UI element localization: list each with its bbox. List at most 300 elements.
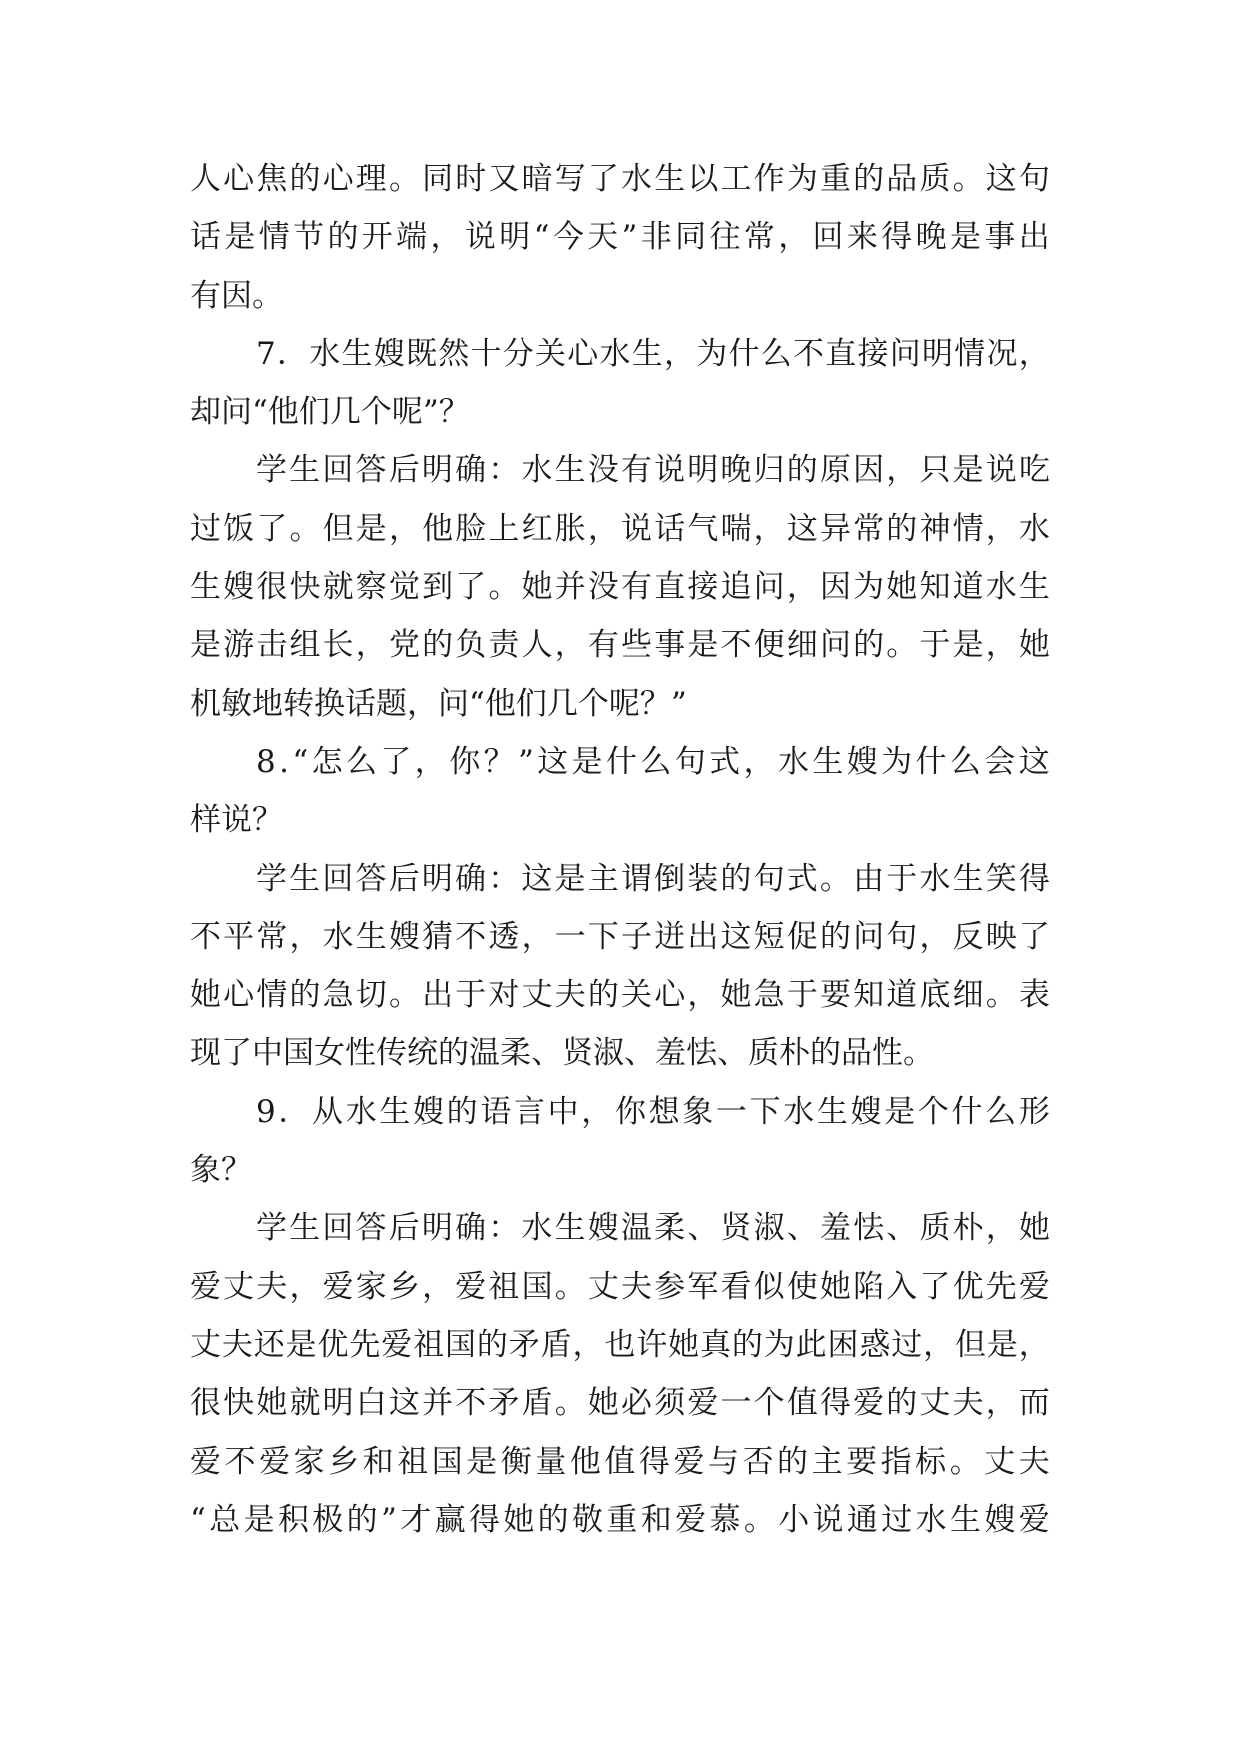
text-char: . xyxy=(279,743,289,780)
text-char: 使 xyxy=(786,1268,818,1305)
text-char: 开 xyxy=(361,219,393,256)
text-char: 察 xyxy=(355,569,387,606)
text-char: 夫 xyxy=(1018,1443,1050,1480)
text-line xyxy=(190,616,1050,674)
text-char: 温 xyxy=(620,1210,652,1247)
text-char: 击 xyxy=(256,627,288,664)
text-char: 的 xyxy=(346,1501,378,1538)
text-char: 既 xyxy=(405,335,437,372)
text-char: 她 xyxy=(190,977,221,1014)
text-char: 说 xyxy=(221,802,252,839)
text-char: 倒 xyxy=(654,860,686,897)
text-char: 得 xyxy=(1018,860,1050,897)
text-char: 心 xyxy=(223,161,255,197)
text-char: 理 xyxy=(355,161,387,197)
text-char: 优 xyxy=(317,1326,349,1363)
text-char: 许 xyxy=(636,1326,668,1363)
text-line xyxy=(190,1316,1050,1374)
text-char: ， xyxy=(985,1385,1017,1422)
text-char: 。 xyxy=(985,977,1017,1014)
text-char: 因 xyxy=(819,569,851,606)
text-char: 后 xyxy=(388,860,420,897)
text-char: 爱 xyxy=(190,1443,221,1480)
text-char: 到 xyxy=(422,569,454,606)
text-char: 切 xyxy=(355,977,387,1014)
text-char: 他 xyxy=(569,1443,601,1480)
text-char: 不 xyxy=(720,627,752,664)
text-char: ” xyxy=(670,685,687,722)
text-char: 心 xyxy=(567,335,599,372)
text-char: 她 xyxy=(503,1501,535,1538)
text-char: 生 xyxy=(631,335,663,372)
text-char: 明 xyxy=(322,1385,354,1422)
text-line xyxy=(190,1491,1050,1549)
text-char: 衡 xyxy=(500,1443,532,1480)
text-char: 矛 xyxy=(508,1326,540,1363)
text-char: 她 xyxy=(1018,1210,1050,1247)
text-char: 是 xyxy=(355,510,387,547)
text-char: 他 xyxy=(267,394,299,431)
text-char: 党 xyxy=(388,627,420,664)
text-char: 了 xyxy=(919,1268,951,1305)
text-char: 问 xyxy=(889,335,921,372)
text-char: 质 xyxy=(919,161,951,197)
text-char: 盾 xyxy=(521,1385,553,1422)
text-char: 常 xyxy=(853,510,885,547)
text-char: 是 xyxy=(571,743,603,780)
text-char: 细 xyxy=(786,627,818,664)
text-char: 乡 xyxy=(388,1268,420,1305)
text-char: ” xyxy=(381,1501,397,1538)
text-char: 问 xyxy=(438,685,469,722)
text-char: ， xyxy=(687,977,719,1014)
text-char: 很 xyxy=(256,569,288,606)
text-char: 同 xyxy=(422,161,454,197)
text-char: 急 xyxy=(753,977,785,1014)
text-char: 晚 xyxy=(915,219,947,256)
text-char: 爱 xyxy=(675,1501,707,1538)
text-char: 这 xyxy=(720,918,752,955)
text-char: 女 xyxy=(314,1035,345,1072)
text-char: 丈 xyxy=(521,977,553,1014)
text-char: 不 xyxy=(455,1385,487,1422)
text-char: 而 xyxy=(1018,1385,1050,1422)
text-char: “ xyxy=(190,1501,206,1538)
text-char: 。 xyxy=(952,161,984,197)
text-char: 况 xyxy=(986,335,1018,372)
text-char: 但 xyxy=(322,510,354,547)
text-char: 学 xyxy=(256,860,287,897)
text-char: 了 xyxy=(221,1035,252,1072)
text-char: 中 xyxy=(252,1035,283,1072)
text-char: 。 xyxy=(819,860,851,897)
text-char: 值 xyxy=(786,1385,818,1422)
text-char: 她 xyxy=(256,1385,288,1422)
text-char: 几 xyxy=(329,394,361,431)
text-char: 矛 xyxy=(488,1385,520,1422)
text-char: 嫂 xyxy=(846,743,878,780)
text-line xyxy=(190,558,1050,616)
text-char: 有 xyxy=(620,452,652,489)
text-char: 和 xyxy=(640,1501,672,1538)
text-char: 他 xyxy=(484,685,516,722)
text-char: 水 xyxy=(919,860,951,897)
text-char: 、 xyxy=(786,1210,818,1247)
text-char: 生 xyxy=(289,452,321,489)
text-char: 就 xyxy=(289,1385,321,1422)
text-char: 看 xyxy=(720,1268,752,1305)
text-char: 国 xyxy=(521,1268,553,1305)
text-char: 形 xyxy=(1018,1093,1050,1130)
text-char: 透 xyxy=(488,918,520,955)
text-char: 个 xyxy=(360,394,392,431)
text-char: 是 xyxy=(285,1326,317,1363)
text-char: 原 xyxy=(819,452,851,489)
text-char: 一 xyxy=(720,1385,752,1422)
text-char: 统 xyxy=(407,1035,438,1072)
text-char: 装 xyxy=(687,860,719,897)
text-char: 么 xyxy=(760,335,792,372)
text-char: 心 xyxy=(654,977,686,1014)
text-char: 言 xyxy=(513,1093,545,1130)
text-char: 质 xyxy=(919,1210,951,1247)
text-char: 们 xyxy=(515,685,547,722)
text-char: 句 xyxy=(753,860,785,897)
text-char: 快 xyxy=(289,569,321,606)
text-char: 焦 xyxy=(256,161,288,197)
text-char: 的 xyxy=(777,1443,809,1480)
text-char: 不 xyxy=(224,1443,256,1480)
text-char: 家 xyxy=(293,1443,325,1480)
text-char: 事 xyxy=(984,219,1016,256)
text-char: 生 xyxy=(554,452,586,489)
text-char: 参 xyxy=(654,1268,686,1305)
text-char: 柔 xyxy=(654,1210,686,1247)
text-char: 想 xyxy=(648,1093,680,1130)
text-char: 的 xyxy=(786,452,818,489)
text-char: 没 xyxy=(587,569,619,606)
text-char: 的 xyxy=(886,510,918,547)
text-char: 。 xyxy=(743,1501,775,1538)
text-char: 丈 xyxy=(984,1443,1016,1480)
text-char: 映 xyxy=(985,918,1017,955)
text-char: 后 xyxy=(388,1210,420,1247)
text-char: 的 xyxy=(327,219,359,256)
text-char: 的 xyxy=(422,627,454,664)
text-char: 是 xyxy=(884,1093,916,1130)
text-char: 句 xyxy=(674,743,706,780)
text-char: 一 xyxy=(715,1093,747,1130)
text-char: 往 xyxy=(709,219,741,256)
text-char: 你 xyxy=(614,1093,646,1130)
text-char: ， xyxy=(919,918,951,955)
text-char: ” xyxy=(621,219,638,256)
text-char: 丈 xyxy=(919,1385,951,1422)
text-char: 了 xyxy=(256,510,288,547)
text-char: 么 xyxy=(949,743,981,780)
text-char: 确 xyxy=(455,452,487,489)
text-char: 呢 xyxy=(391,394,423,431)
text-char: 语 xyxy=(480,1093,512,1130)
text-line xyxy=(190,383,1050,441)
text-char: 夫 xyxy=(621,1268,653,1305)
text-char: 是 xyxy=(687,627,719,664)
text-char: 通 xyxy=(846,1501,878,1538)
text-char: 出 xyxy=(687,918,719,955)
text-char: 回 xyxy=(322,860,354,897)
text-char: 写 xyxy=(554,161,586,197)
text-char: 羞 xyxy=(655,1035,686,1072)
text-char: 爱 xyxy=(455,1268,487,1305)
text-char: 的 xyxy=(438,1035,469,1072)
text-char: 是 xyxy=(952,627,984,664)
text-char: 的 xyxy=(853,161,885,197)
text-char: 。 xyxy=(289,510,321,547)
text-char: 她 xyxy=(1018,627,1050,664)
text-char: 了 xyxy=(1018,918,1050,955)
text-char: 也 xyxy=(604,1326,636,1363)
text-char: 丈 xyxy=(190,1326,221,1363)
text-char: 下 xyxy=(587,918,619,955)
text-char: 猜 xyxy=(422,918,454,955)
text-char: 不 xyxy=(792,335,824,372)
text-line xyxy=(190,208,1050,266)
text-char: 个 xyxy=(753,1385,785,1422)
text-char: 很 xyxy=(190,1385,221,1422)
text-char: ？ xyxy=(438,394,470,431)
text-char: 象 xyxy=(682,1093,714,1130)
text-char: 快 xyxy=(223,1385,255,1422)
text-char: 生 xyxy=(379,1093,411,1130)
text-char: ， xyxy=(407,685,438,722)
text-char: 说 xyxy=(464,219,496,256)
text-char: 生 xyxy=(654,161,686,197)
text-char: 的 xyxy=(537,1501,569,1538)
text-char: 她 xyxy=(720,977,752,1014)
text-char: 与 xyxy=(707,1443,739,1480)
text-char: ， xyxy=(786,569,818,606)
text-char: 白 xyxy=(355,1385,387,1422)
text-char: 喘 xyxy=(720,510,752,547)
text-char: 水 xyxy=(599,335,631,372)
text-char: 话 xyxy=(190,219,221,256)
text-char: 从 xyxy=(312,1093,344,1130)
text-char: 以 xyxy=(687,161,719,197)
text-char: 些 xyxy=(621,627,653,664)
text-char: 事 xyxy=(654,627,686,664)
text-char: 这 xyxy=(1018,743,1050,780)
text-line xyxy=(190,1083,1050,1141)
text-char: 促 xyxy=(786,918,818,955)
text-char: 先 xyxy=(985,1268,1017,1305)
text-char: 。 xyxy=(554,1385,586,1422)
text-char: 心 xyxy=(223,977,255,1014)
text-char: ： xyxy=(488,860,520,897)
text-char: 她 xyxy=(521,569,553,606)
text-char: 后 xyxy=(388,452,420,489)
text-char: 一 xyxy=(554,918,586,955)
text-char: 句 xyxy=(886,918,918,955)
text-char: 乡 xyxy=(328,1443,360,1480)
text-char: ， xyxy=(554,627,586,664)
text-char: 道 xyxy=(952,569,984,606)
text-char: ， xyxy=(289,918,321,955)
text-char: 却 xyxy=(190,394,221,431)
text-char: 情 xyxy=(952,510,984,547)
text-char: 今 xyxy=(552,219,584,256)
text-char: 生 xyxy=(289,1210,321,1247)
text-char: 贤 xyxy=(720,1210,752,1247)
text-char: 水 xyxy=(915,1501,947,1538)
text-char: ． xyxy=(278,1093,310,1130)
text-char: 为 xyxy=(853,569,885,606)
text-char: ， xyxy=(430,219,462,256)
text-char: 了 xyxy=(455,569,487,606)
text-char: 是 xyxy=(952,452,984,489)
text-char: 她 xyxy=(587,1385,619,1422)
text-char: 这 xyxy=(388,1385,420,1422)
text-line xyxy=(190,1024,1050,1082)
text-char: 惑 xyxy=(859,1326,891,1363)
text-char: 嫂 xyxy=(587,1210,619,1247)
text-char: 生 xyxy=(341,335,373,372)
text-char: “ xyxy=(292,743,309,780)
text-char: 会 xyxy=(984,743,1016,780)
text-char: 么 xyxy=(985,1093,1017,1130)
text-char: 爱 xyxy=(673,1443,705,1480)
text-char: 生 xyxy=(355,918,387,955)
text-char: 非 xyxy=(640,219,672,256)
text-char: 生 xyxy=(289,860,321,897)
text-char: 问 xyxy=(819,627,851,664)
text-char: 明 xyxy=(687,452,719,489)
text-char: 端 xyxy=(396,219,428,256)
text-char: 回 xyxy=(322,452,354,489)
text-char: 情 xyxy=(258,219,290,256)
text-char: 敏 xyxy=(221,685,252,722)
text-char: 得 xyxy=(881,219,913,256)
text-char: 么 xyxy=(640,743,672,780)
text-char: ？ xyxy=(221,1152,252,1189)
text-char: 分 xyxy=(502,335,534,372)
text-char: ， xyxy=(1018,1326,1050,1363)
text-char: 于 xyxy=(455,977,487,1014)
body-text xyxy=(190,150,1050,1549)
text-char: ， xyxy=(422,1268,454,1305)
text-char: 优 xyxy=(952,1268,984,1305)
text-char: 标 xyxy=(915,1443,947,1480)
text-char: 水 xyxy=(309,335,341,372)
text-char: 国 xyxy=(283,1035,314,1072)
text-char: 这 xyxy=(521,860,553,897)
text-char: 工 xyxy=(720,161,752,197)
text-char: 吃 xyxy=(1018,452,1050,489)
text-line xyxy=(190,1374,1050,1432)
text-char: 值 xyxy=(604,1443,636,1480)
text-char: 困 xyxy=(827,1326,859,1363)
text-char: ． xyxy=(276,335,308,372)
text-char: 只 xyxy=(919,452,951,489)
text-char: 常 xyxy=(256,918,288,955)
text-char: 夫 xyxy=(554,977,586,1014)
text-char: 答 xyxy=(355,452,387,489)
text-char: 笑 xyxy=(985,860,1017,897)
text-char: 夫 xyxy=(952,1385,984,1422)
text-char: 是 xyxy=(949,219,981,256)
text-char: 式 xyxy=(786,860,818,897)
text-char: 关 xyxy=(621,977,653,1014)
text-char: 于 xyxy=(786,977,818,1014)
text-char: 来 xyxy=(846,219,878,256)
text-char: 真 xyxy=(700,1326,731,1363)
text-char: 人 xyxy=(190,161,221,197)
text-char: 的 xyxy=(819,918,851,955)
text-char: 要 xyxy=(846,1443,878,1480)
text-char: 入 xyxy=(886,1268,918,1305)
text-char: 明 xyxy=(421,860,453,897)
text-char: 什 xyxy=(728,335,760,372)
text-char: 水 xyxy=(783,1093,815,1130)
text-char: 短 xyxy=(753,918,785,955)
text-char: 下 xyxy=(749,1093,781,1130)
text-char: 生 xyxy=(554,1210,586,1247)
text-line xyxy=(190,1199,1050,1257)
text-char: 嫂 xyxy=(223,569,255,606)
text-char: 细 xyxy=(952,977,984,1014)
text-line xyxy=(190,1433,1050,1491)
text-char: 性 xyxy=(345,1035,376,1072)
text-char: 这 xyxy=(985,161,1017,197)
text-char: 人 xyxy=(521,627,553,664)
text-char: 家 xyxy=(355,1268,387,1305)
text-char: 十 xyxy=(470,335,502,372)
text-char: 品 xyxy=(841,1035,872,1072)
text-char: 饭 xyxy=(223,510,255,547)
text-char: 得 xyxy=(638,1443,670,1480)
text-char: 是 xyxy=(243,1501,275,1538)
text-char: 不 xyxy=(190,918,221,955)
text-char: 情 xyxy=(256,977,288,1014)
text-char: 怯 xyxy=(686,1035,717,1072)
text-char: 归 xyxy=(753,452,785,489)
text-char: 爱 xyxy=(1018,1501,1050,1538)
text-char: 淑 xyxy=(593,1035,624,1072)
text-char: 他 xyxy=(422,510,454,547)
text-char: ， xyxy=(1018,335,1050,372)
text-char: 过 xyxy=(881,1501,913,1538)
text-char: 接 xyxy=(687,569,719,606)
text-char: 游 xyxy=(223,627,255,664)
text-char: 有 xyxy=(621,569,653,606)
text-char: ， xyxy=(923,1326,955,1363)
text-char: 似 xyxy=(753,1268,785,1305)
text-char: 个 xyxy=(917,1093,949,1130)
text-char: 反 xyxy=(952,918,984,955)
text-char: 神 xyxy=(919,510,951,547)
text-char: 常 xyxy=(743,219,775,256)
text-char: 。 xyxy=(388,161,420,197)
text-char: 得 xyxy=(819,1385,851,1422)
text-char: 赢 xyxy=(434,1501,466,1538)
text-char: 水 xyxy=(345,1093,377,1130)
text-char: 了 xyxy=(380,743,412,780)
text-char: 要 xyxy=(819,977,851,1014)
text-char: 水 xyxy=(621,161,653,197)
text-char: 并 xyxy=(422,1385,454,1422)
text-char: 嫂 xyxy=(373,335,405,372)
text-char: 式 xyxy=(709,743,741,780)
text-char: 确 xyxy=(455,1210,487,1247)
